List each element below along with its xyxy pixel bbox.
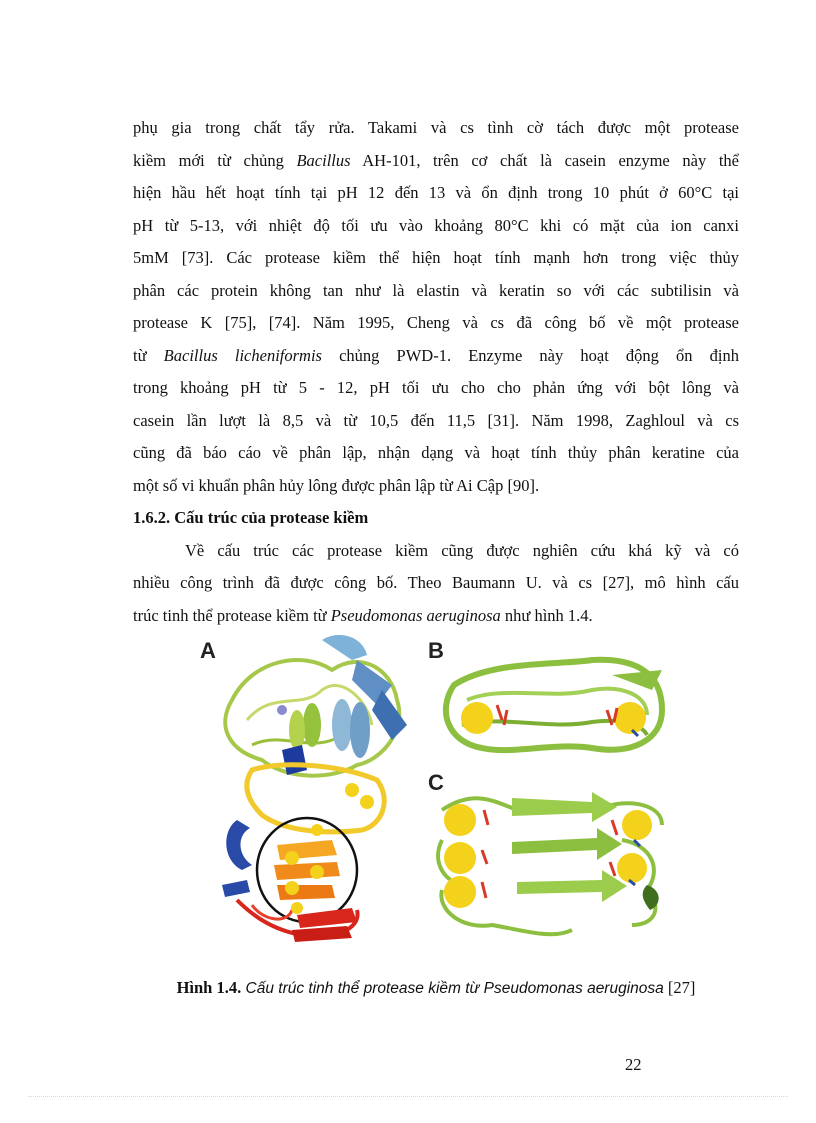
section-heading: 1.6.2. Cấu trúc của protease kiềm <box>133 508 369 527</box>
panel-a-label: A <box>200 638 216 663</box>
panel-c <box>428 770 662 934</box>
panel-c-label: C <box>428 770 444 795</box>
p1-line-11: cũng đã báo cáo về phân lập, nhận dạng và hoạt tính thủy phân keratine của <box>133 443 739 462</box>
p1-line-7: protease K [75], [74]. Năm 1995, Cheng và cs đã công bố về một protease <box>133 313 739 332</box>
panel-b-label: B <box>428 638 444 663</box>
p1-line-10: casein lần lượt là 8,5 và từ 10,5 đến 11,5 [31]. Năm 1998, Zaghloul và cs <box>133 410 739 430</box>
body-text <box>133 112 739 632</box>
p1-line-5: 5mM [73]. Các protease kiềm thể hiện hoạt tính mạnh hơn trong việc thủy <box>133 248 739 267</box>
caption-ref: [27] <box>663 978 696 997</box>
protein-structure-figure <box>192 630 678 952</box>
p2-line-2: nhiều công trình đã được công bố. Theo Baumann U. và cs [27], mô hình cấu <box>133 573 739 592</box>
panel-b <box>428 638 662 750</box>
p1-line-1: phụ gia trong chất tẩy rửa. Takami và cs tình cờ tách được một protease <box>133 118 739 137</box>
p1-line-4: pH từ 5-13, với nhiệt độ tối ưu vào khoảng 80°C khi có mặt của ion canxi <box>133 215 739 235</box>
p1-line-6: phân các protein không tan như là elastin và keratin so với các subtilisin và <box>133 280 739 300</box>
p1-line-2: kiềm mới từ chủng Bacillus AH-101, trên cơ chất là casein enzyme này thể <box>133 150 739 170</box>
p2-line-3: trúc tinh thể protease kiềm từ Pseudomonas aeruginosa như hình 1.4. <box>133 605 593 625</box>
caption-label: Hình 1.4. <box>176 978 242 997</box>
caption-text: Cấu trúc tinh thể protease kiềm từ Pseudomonas aeruginosa <box>241 980 664 997</box>
panel-a <box>200 635 407 942</box>
figure-caption <box>133 978 739 998</box>
p1-line-8: từ Bacillus licheniformis chủng PWD-1. Enzyme này hoạt động ổn định <box>133 345 740 365</box>
p1-line-12: một số vi khuẩn phân hủy lông được phân lập từ Ai Cập [90]. <box>133 475 540 495</box>
p1-line-9: trong khoảng pH từ 5 - 12, pH tối ưu cho cho phản ứng với bột lông và <box>133 378 739 397</box>
p1-line-3: hiện hầu hết hoạt tính tại pH 12 đến 13 và ổn định trong 10 phút ở 60°C tại <box>133 183 739 202</box>
p2-line-1: Về cấu trúc các protease kiềm cũng được nghiên cứu khá kỹ và có <box>185 540 739 560</box>
page-number: 22 <box>625 1055 642 1074</box>
